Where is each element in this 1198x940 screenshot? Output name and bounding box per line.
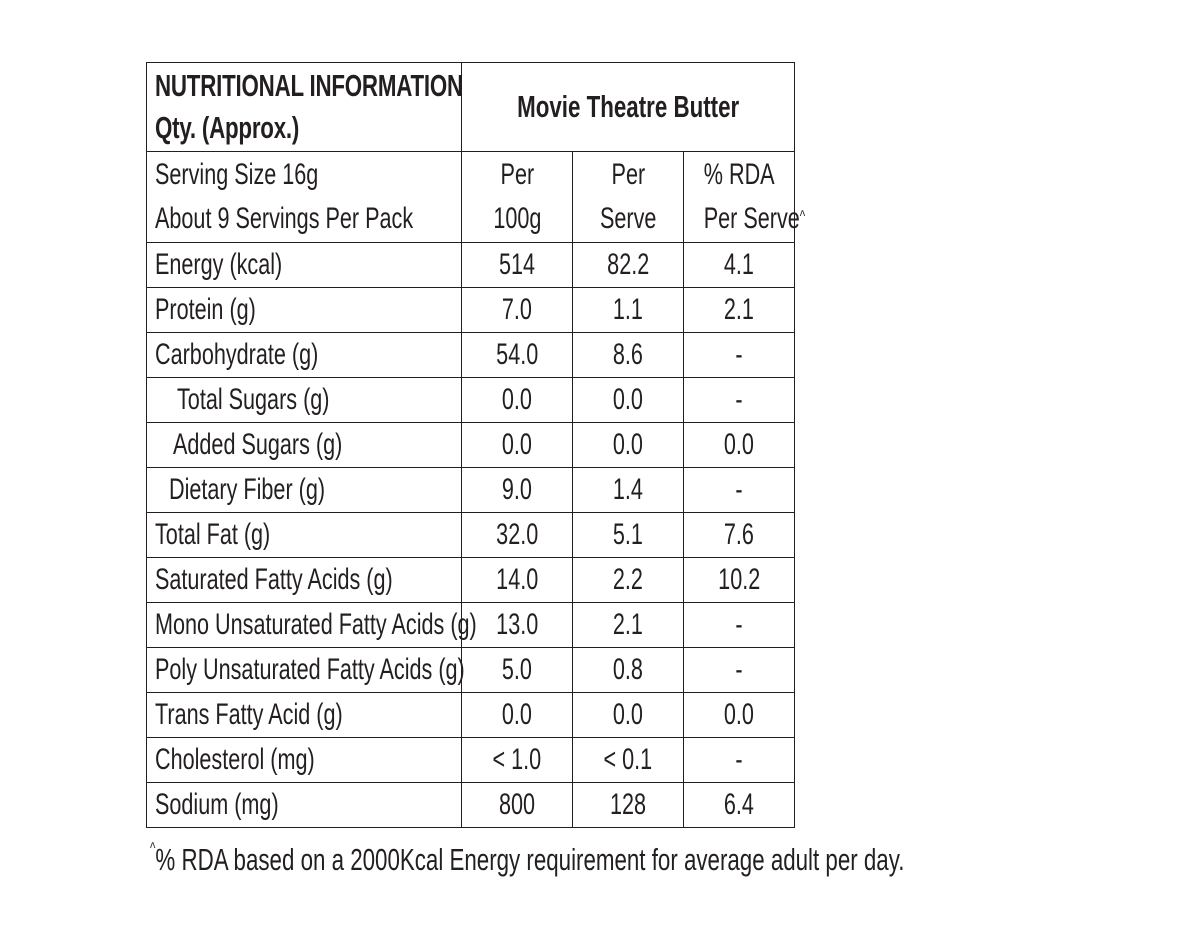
value-rda: 10.2	[717, 563, 761, 596]
product-name-cell	[462, 63, 795, 152]
value-rda: 7.6	[723, 518, 755, 551]
footnote-marker: ^	[150, 840, 156, 857]
nutrient-name: Protein (g)	[155, 293, 256, 326]
table-row	[147, 513, 795, 558]
value-per-100g: 0.0	[501, 428, 533, 461]
nutrient-name: Carbohydrate (g)	[155, 338, 319, 371]
table-row	[147, 558, 795, 603]
value-per-serve: 0.8	[612, 653, 644, 686]
nutrition-label	[146, 62, 806, 828]
value-rda: 0.0	[723, 428, 755, 461]
column-header-per-serve	[573, 152, 684, 243]
nutrient-name: Total Fat (g)	[155, 518, 271, 551]
table-row	[147, 648, 795, 693]
product-name: Movie Theatre Butter	[516, 89, 740, 124]
table-row	[147, 423, 795, 468]
table-row	[147, 288, 795, 333]
value-rda: 0.0	[723, 698, 755, 731]
value-per-100g: 7.0	[501, 293, 533, 326]
table-qty-note: Qty. (Approx.)	[155, 110, 300, 145]
serving-size: Serving Size 16g	[155, 158, 319, 191]
value-per-100g: 54.0	[495, 338, 539, 371]
value-rda: -	[735, 473, 743, 506]
value-rda: 2.1	[723, 293, 755, 326]
value-per-serve: 2.1	[612, 608, 644, 641]
table-title: NUTRITIONAL INFORMATION	[155, 68, 463, 103]
column-header-rda	[684, 152, 806, 243]
table-row	[147, 333, 795, 378]
value-rda: -	[735, 743, 743, 776]
value-per-100g: 800	[498, 788, 536, 821]
column-header-per-100g-line1: Per	[500, 158, 534, 191]
value-rda: -	[735, 338, 743, 371]
column-header-per-100g	[462, 152, 573, 243]
table-title-cell	[147, 63, 462, 152]
value-per-serve: 82.2	[606, 248, 650, 281]
table-row	[147, 693, 795, 738]
value-per-100g: 0.0	[501, 383, 533, 416]
nutrient-name: Energy (kcal)	[155, 248, 283, 281]
table-header-row	[147, 63, 795, 152]
value-rda: -	[735, 383, 743, 416]
column-header-per-serve-line2: Serve	[599, 202, 657, 235]
table-row	[147, 603, 795, 648]
nutrient-name: Added Sugars (g)	[173, 428, 343, 461]
value-per-serve: < 0.1	[603, 743, 653, 776]
table-row	[147, 378, 795, 423]
nutrition-table	[146, 62, 806, 828]
column-header-rda-line1: % RDA	[703, 158, 775, 191]
value-rda: 4.1	[723, 248, 755, 281]
serving-info-cell	[147, 152, 462, 243]
value-rda: -	[735, 653, 743, 686]
table-row	[147, 243, 795, 288]
value-per-serve: 1.4	[612, 473, 644, 506]
nutrient-name: Sodium (mg)	[155, 788, 279, 821]
table-row	[147, 468, 795, 513]
column-header-rda-line2: Per Serve	[703, 202, 800, 235]
nutrient-name: Poly Unsaturated Fatty Acids (g)	[155, 653, 465, 686]
nutrient-name: Total Sugars (g)	[177, 383, 330, 416]
value-per-serve: 128	[609, 788, 647, 821]
nutrient-name: Trans Fatty Acid (g)	[155, 698, 343, 731]
nutrient-name: Dietary Fiber (g)	[169, 473, 326, 506]
nutrient-name: Cholesterol (mg)	[155, 743, 315, 776]
value-per-100g: 9.0	[501, 473, 533, 506]
nutrient-name: Saturated Fatty Acids (g)	[155, 563, 393, 596]
value-per-100g: 13.0	[495, 608, 539, 641]
value-rda: 6.4	[723, 788, 755, 821]
value-per-100g: < 1.0	[492, 743, 542, 776]
table-subheader-row	[147, 152, 795, 243]
value-per-100g: 514	[498, 248, 536, 281]
value-per-serve: 2.2	[612, 563, 644, 596]
rda-footnote	[150, 842, 910, 878]
footnote-text: % RDA based on a 2000Kcal Energy requirement for average adult per day.	[155, 842, 905, 877]
value-per-serve: 1.1	[612, 293, 644, 326]
column-header-per-100g-line2: 100g	[492, 202, 542, 235]
value-per-100g: 0.0	[501, 698, 533, 731]
value-per-100g: 14.0	[495, 563, 539, 596]
rda-footnote-marker: ^	[799, 208, 806, 225]
value-per-serve: 0.0	[612, 698, 644, 731]
value-per-serve: 5.1	[612, 518, 644, 551]
value-per-100g: 5.0	[501, 653, 533, 686]
value-per-serve: 0.0	[612, 383, 644, 416]
column-header-per-serve-line1: Per	[611, 158, 645, 191]
table-row	[147, 738, 795, 783]
table-row	[147, 783, 795, 828]
value-per-serve: 8.6	[612, 338, 644, 371]
nutrient-name: Mono Unsaturated Fatty Acids (g)	[155, 608, 477, 641]
servings-per-pack: About 9 Servings Per Pack	[155, 202, 414, 235]
value-per-100g: 32.0	[495, 518, 539, 551]
value-per-serve: 0.0	[612, 428, 644, 461]
value-rda: -	[735, 608, 743, 641]
